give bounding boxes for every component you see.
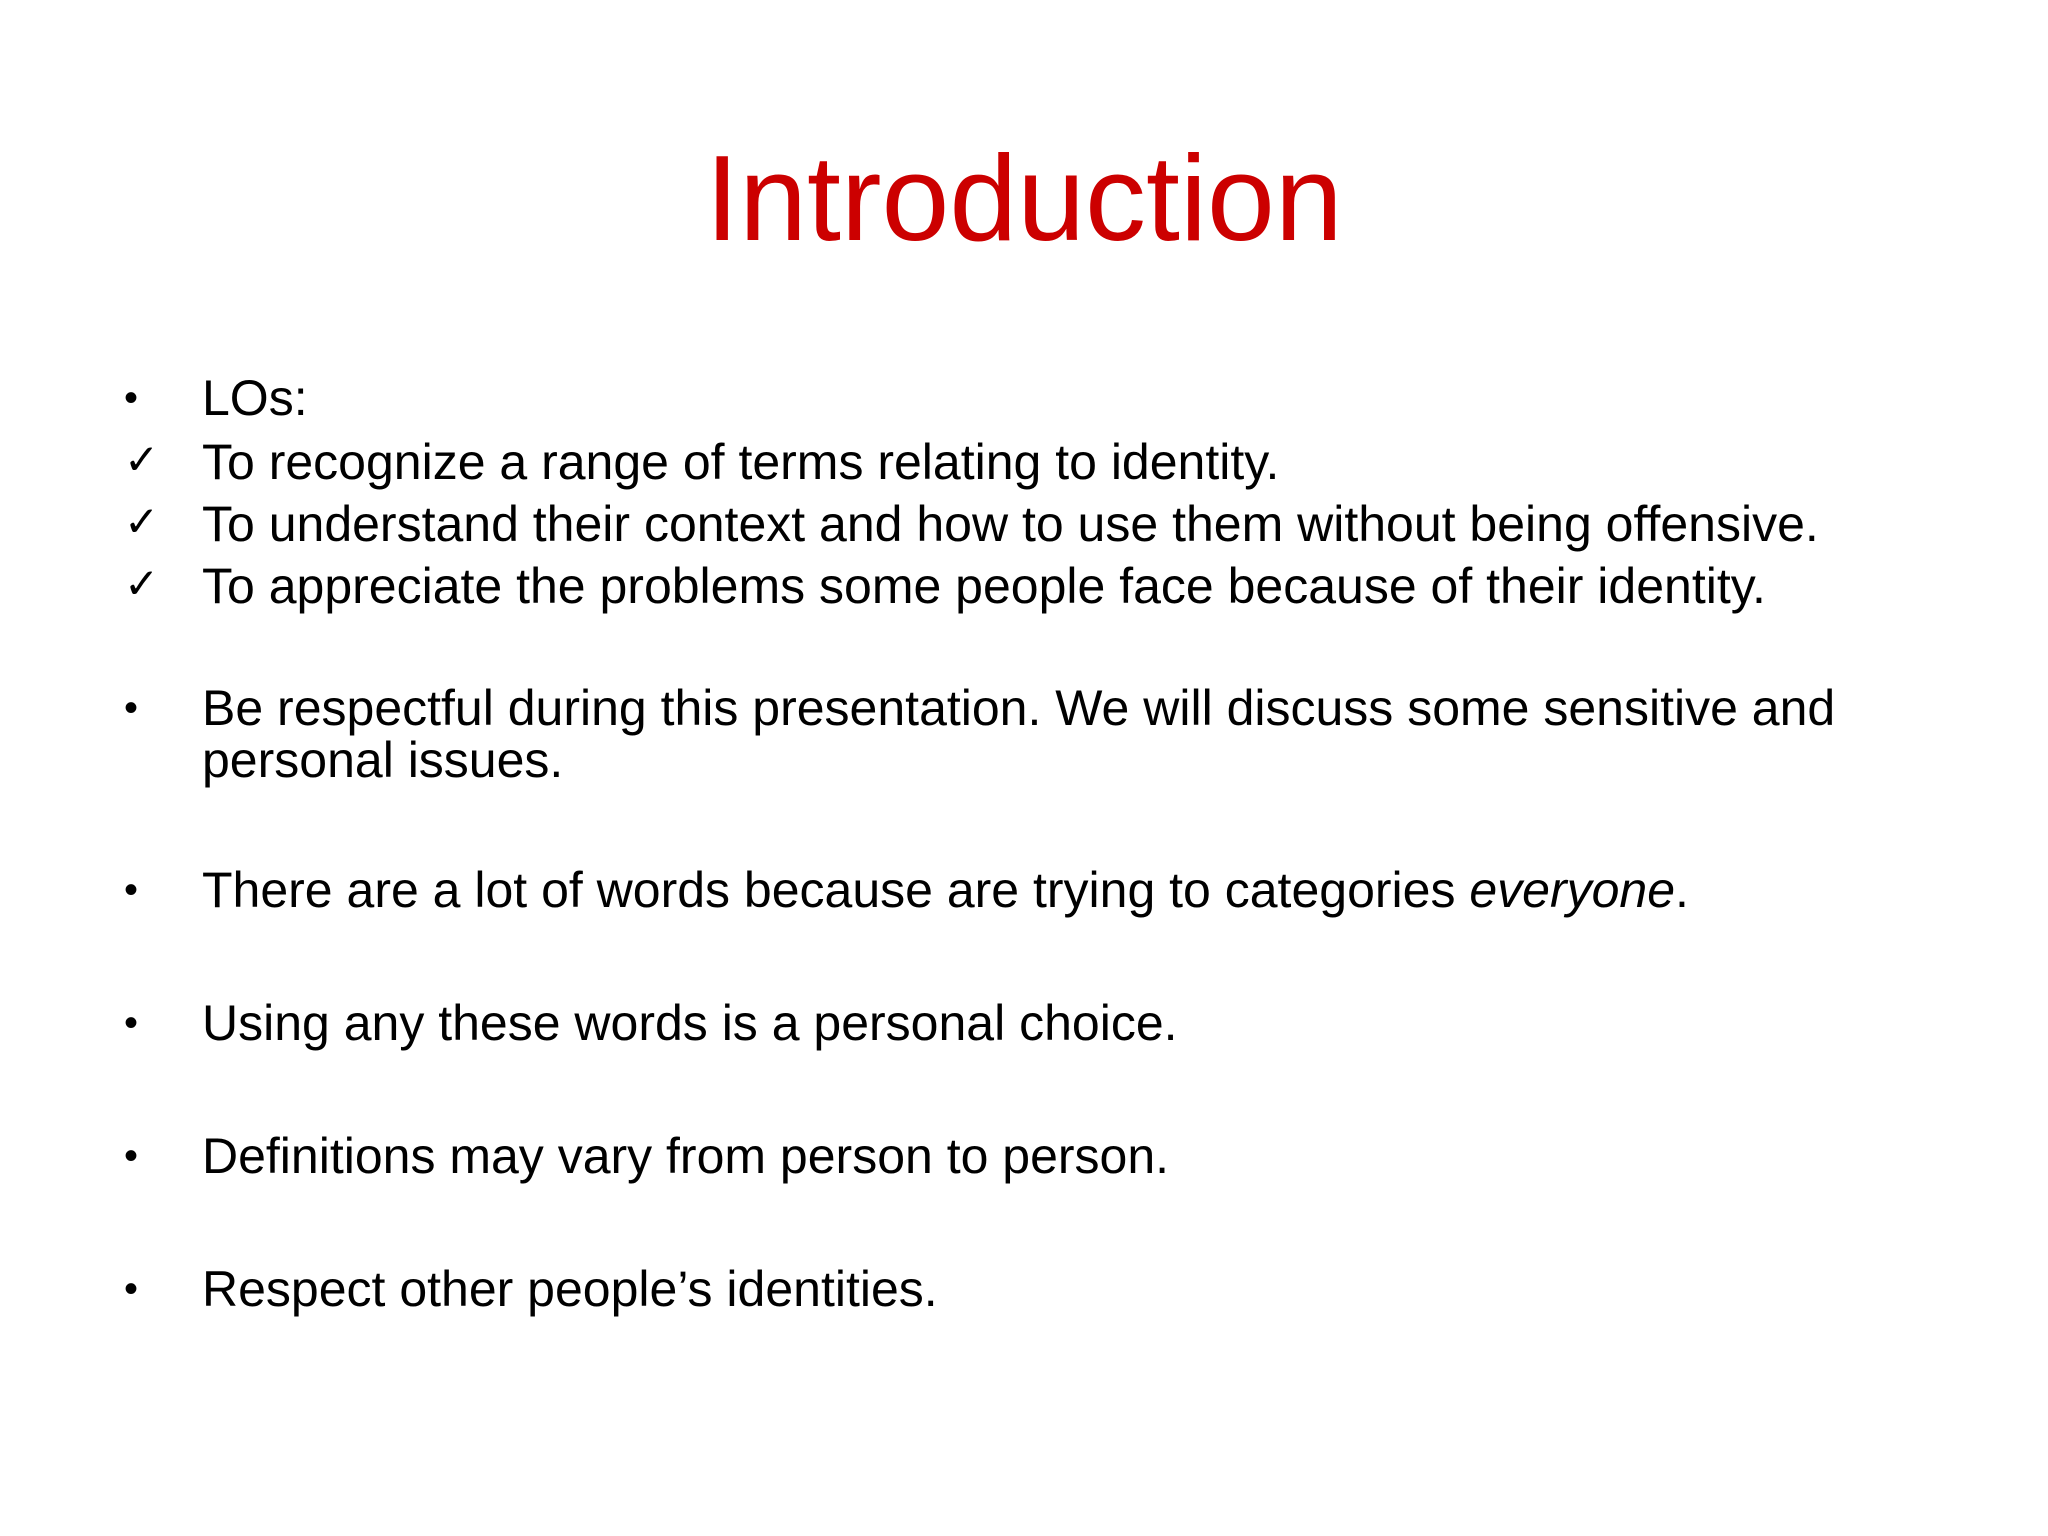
bullet-icon: • [124,376,139,420]
checkmark-icon: ✓ [124,497,160,546]
bullet-icon: • [124,868,139,912]
text-segment: There are a lot of words because are trying to categories [202,862,1470,918]
list-item-text: LOs: [202,370,308,426]
list-item-text: Using any these words is a personal choice. [202,995,1178,1051]
bullet-icon: • [124,686,139,730]
list-item-text: To appreciate the problems some people face because of their identity. [202,558,1766,614]
bullet-icon: • [124,1267,139,1311]
list-item-text: Respect other people’s identities. [202,1261,938,1317]
list-item-text [202,864,1922,916]
bullet-icon: • [124,1134,139,1178]
checkmark-icon: ✓ [124,559,160,608]
slide-title: Introduction [705,130,1343,266]
italic-emphasis: everyone [1469,862,1676,918]
bullet-icon: • [124,1001,139,1045]
list-item-text: Definitions may vary from person to person. [202,1128,1170,1184]
list-item-text: To recognize a range of terms relating to identity. [202,434,1280,490]
list-item-text: To understand their context and how to use them without being offensive. [202,496,1819,552]
checkmark-icon: ✓ [124,435,160,484]
list-item-text: Be respectful during this presentation. We will discuss some sensitive and personal issues. [202,680,1836,788]
text-segment: . [1675,862,1689,918]
